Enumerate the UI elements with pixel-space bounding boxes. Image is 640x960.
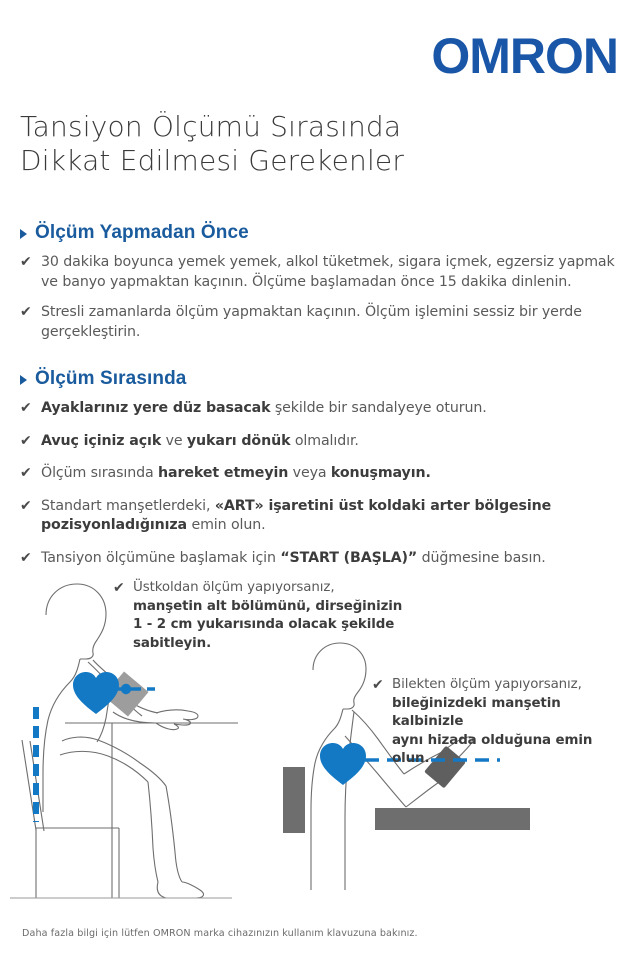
footer-note: Daha fazla bilgi için lütfen OMRON marka cihazınızın kullanım klavuzuna bakınız. xyxy=(22,928,418,939)
list-item-text: Tansiyon ölçümüne başlamak için “START (BAŞLA)” düğmesine basın. xyxy=(41,549,546,566)
callout-wrist-text: Bilekten ölçüm yapıyorsanız, bileğinizdeki manşetin kalbinizle aynı hizada olduğuna emin olun. xyxy=(392,677,593,766)
hand-outline xyxy=(156,710,198,730)
back-support-block xyxy=(283,767,305,833)
check-icon: ✔ xyxy=(372,677,384,693)
callout-wrist xyxy=(372,676,622,769)
triangle-right-icon xyxy=(20,229,27,239)
section-during-heading xyxy=(20,368,620,390)
check-icon: ✔ xyxy=(20,465,32,481)
omron-logo xyxy=(428,28,618,84)
check-icon: ✔ xyxy=(20,497,32,514)
arm-support-block xyxy=(375,808,530,830)
check-icon: ✔ xyxy=(20,254,32,270)
cuff-level-dot xyxy=(121,684,131,694)
page-title xyxy=(20,110,580,178)
section-before-heading-label: Ölçüm Yapmadan Önce xyxy=(35,222,249,243)
check-icon: ✔ xyxy=(20,432,32,449)
lower-leg-outline xyxy=(148,782,158,882)
section-during-measurement xyxy=(20,368,620,581)
check-icon: ✔ xyxy=(20,304,32,320)
forearm-bottom-outline xyxy=(113,712,178,723)
list-item-text: Ölçüm sırasında hareket etmeyin veya konuşmayın. xyxy=(41,465,431,481)
section-during-heading-label: Ölçüm Sırasında xyxy=(35,368,187,389)
head-outline xyxy=(46,584,106,659)
list-item xyxy=(20,464,620,484)
callout-upper-arm xyxy=(113,579,473,653)
list-item xyxy=(20,253,620,292)
foot-outline xyxy=(157,882,203,898)
list-item xyxy=(20,432,620,452)
list-item xyxy=(20,399,620,419)
heart-icon xyxy=(73,672,119,714)
callout-upper-arm-text: Üstkoldan ölçüm yapıyorsanız, manşetin alt bölümünü, dirseğinizin 1 - 2 cm yukarısında olacak şekilde sabitleyin. xyxy=(133,580,403,651)
list-item-text: Avuç içiniz açık ve yukarı dönük olmalıdır. xyxy=(41,432,359,449)
torso-front-outline-right xyxy=(345,712,354,890)
illustration-area xyxy=(0,560,640,910)
page-title-line-2: Dikkat Edilmesi Gerekenler xyxy=(20,144,405,177)
heart-icon-right xyxy=(320,743,366,785)
lower-leg-back-outline xyxy=(166,786,182,882)
list-item-text: Standart manşetlerdeki, «ART» işaretini üst koldaki arter bölgesine pozisyonladığınıza emin olun. xyxy=(41,497,552,533)
triangle-right-icon xyxy=(20,375,27,385)
list-item xyxy=(20,303,620,342)
section-before-heading xyxy=(20,222,620,244)
check-icon: ✔ xyxy=(20,400,32,416)
list-item-text: Stresli zamanlarda ölçüm yapmaktan kaçının. Ölçüm işlemini sessiz bir yerde gerçekleştirin. xyxy=(41,304,582,340)
thigh-outline xyxy=(62,737,166,786)
omron-logo-text: OMRON xyxy=(431,28,618,84)
list-item-text: Ayaklarınız yere düz basacak şekilde bir sandalyeye oturun. xyxy=(41,400,487,416)
thigh-underline xyxy=(60,751,148,782)
check-icon: ✔ xyxy=(20,549,32,566)
list-item xyxy=(20,497,620,536)
torso-back-outline-right xyxy=(311,709,343,890)
section-before-measurement xyxy=(20,222,620,353)
check-icon: ✔ xyxy=(113,580,125,596)
page-title-line-1: Tansiyon Ölçümü Sırasında xyxy=(20,110,402,143)
list-item-text: 30 dakika boyunca yemek yemek, alkol tüketmek, sigara içmek, egzersiz yapmak ve banyo yapmaktan kaçının. Ölçüme başlamadan önce 15 dakika dinlenin. xyxy=(41,254,615,290)
